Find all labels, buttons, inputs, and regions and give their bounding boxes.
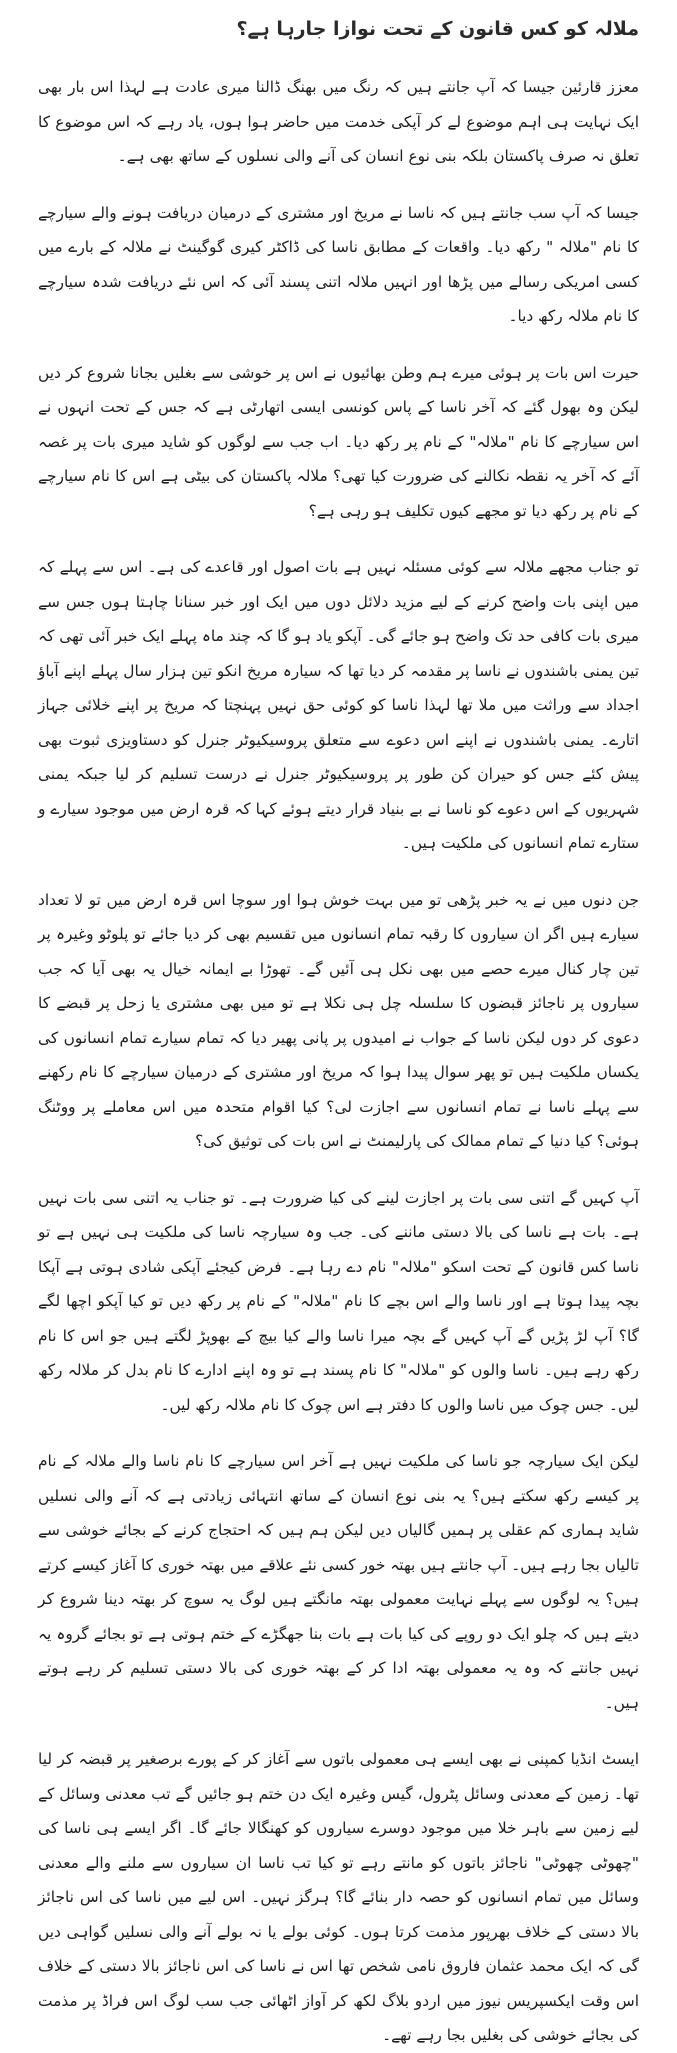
article-paragraph-5: جن دنوں میں نے یہ خبر پڑھی تو میں بہت خوش ہوا اور سوچا اس قرہ ارض میں تو لا تعداد سیارے ہیں اگر ان سیاروں کا رقبہ تمام انسانوں میں تقسیم بھی کر دیا جائے تو پلوٹو وغیرہ پر تین چار کنال میرے حصے میں بھی نکل ہی آئیں گے۔ تھوڑا بے ایمانہ خیال یہ بھی آیا کہ جب سیاروں پر ناجائز قبضوں کا سلسلہ چل ہی نکلا ہے تو میں بھی مشتری یا زحل پر قبضے کا دعوی کر دوں لیکن ناسا کے جواب نے امیدوں پر پانی پھیر دیا کہ تمام سیارے تمام انسانوں کی یکساں ملکیت ہیں تو پھر سوال پیدا ہوا کہ مریخ اور مشتری کے درمیان سیارچے کا نام رکھنے سے پہلے ناسا نے تمام انسانوں سے اجازت لی؟ کیا اقوام متحدہ میں اس معاملے پر ووٹنگ ہوئی؟ کیا دنیا کے تمام ممالک کی پارلیمنٹ نے اس بات کی توثیق کی؟ bbox=[38, 890, 639, 1150]
article-paragraph-8: ایسٹ انڈیا کمپنی نے بھی ایسے ہی معمولی باتوں سے آغاز کر کے پورے برصغیر پر قبضہ کر لیا تھا۔ زمین کے معدنی وسائل پٹرول، گیس وغیرہ ایک دن ختم ہو جائیں گے تب معدنی وسائل کے لیے زمین سے باہر خلا میں موجود دوسرے سیاروں کو کھنگالا جائے گا۔ اگر ایسے ہی ناسا کی "چھوٹی چھوٹی" ناجائز باتوں کو مانتے رہے تو کیا تب ناسا ان سیاروں سے ملنے والے معدنی وسائل میں تمام انسانوں کو حصہ دار بنائے گا؟ ہرگز نہیں۔ اس لیے میں ناسا کی اس ناجائز بالا دستی کے خلاف بھرپور مذمت کرتا ہوں۔ کوئی بولے یا نہ بولے آنے والی نسلیں گواہی دیں گی کہ ایک محمد عثمان فاروق نامی شخص تھا اس نے ناسا کی اس ناجائز بالا دستی کے خلاف اس وقت ایکسپریس نیوز میں اردو بلاگ لکھ کر آواز اٹھائی جب سب لوگ اس فراڈ پر مذمت کی بجائے خوشی کی بغلیں بجا رہے تھے۔ bbox=[38, 1750, 639, 2044]
article-paragraph-7: لیکن ایک سیارچہ جو ناسا کی ملکیت نہیں ہے آخر اس سیارچے کا نام ناسا والے ملالہ کے نام پر کیسے رکھ سکتے ہیں؟ یہ بنی نوع انسان کے ساتھ انتہائی زیادتی ہے کہ آنے والی نسلیں شاید ہماری کم عقلی پر ہمیں گالیاں دیں لیکن ہم ہیں کہ احتجاج کرنے کے بجائے خوشی سے تالیاں بجا رہے ہیں۔ آپ جانتے ہیں بھتہ خور کسی نئے علاقے میں بھتہ خوری کا آغاز کیسے کرتے ہیں؟ یہ لوگوں سے پہلے نہایت معمولی بھتہ مانگتے ہیں لوگ یہ سوچ کر بھتہ دینا شروع کر دیتے ہیں کہ چلو ایک دو روپے کی کیا بات ہے بات بنا جھگڑے کے ختم ہوتی ہے تو بجائے گروہ یہ نہیں جانتے کہ وہ یہ معمولی بھتہ ادا کر کے بھتہ خوری کی بالا دستی تسلیم کر رہے ہوتے ہیں۔ bbox=[38, 1452, 639, 1712]
article-paragraph-6: آپ کہیں گے اتنی سی بات پر اجازت لینے کی کیا ضرورت ہے۔ تو جناب یہ اتنی سی بات نہیں ہے۔ بات ہے ناسا کی بالا دستی ماننے کی۔ جب وہ سیارچہ ناسا کی ملکیت ہی نہیں ہے تو ناسا کس قانون کے تحت اسکو "ملالہ" نام دے رہا ہے۔ فرض کیجئے آپکی شادی ہوتی ہے آپکا بچہ پیدا ہوتا ہے اور ناسا والے اس بچے کا نام "ملالہ" کے نام پر رکھ دیں تو کیا آپکو اچھا لگے گا؟ آپ لڑ پڑیں گے آپ کہیں گے بچہ میرا ناسا والے کیا بیچ کے بھوپڑ لگتے ہیں جو اس کا نام رکھ رہے ہیں۔ ناسا والوں کو "ملالہ" کا نام پسند ہے تو وہ اپنے ادارے کا نام بدل کر ملالہ رکھ لیں۔ جس چوک میں ناسا والوں کا دفتر ہے اس چوک کا نام ملالہ رکھ لیں۔ bbox=[38, 1188, 639, 1414]
article-paragraph-1: معزز قارئین جیسا کہ آپ جانتے ہیں کہ رنگ میں بھنگ ڈالنا میری عادت ہے لہذا اس بار بھی ایک نہایت ہی اہم موضوع لے کر آپکی خدمت میں حاضر ہوا ہوں، یاد رہے کہ اس موضوع کا تعلق نہ صرف پاکستان بلکہ بنی نوع انسان کی آنے والی نسلوں کے ساتھ بھی ہے۔ bbox=[38, 78, 639, 165]
article-paragraph-4: تو جناب مجھے ملالہ سے کوئی مسئلہ نہیں ہے بات اصول اور قاعدے کی ہے۔ اس سے پہلے کہ میں اپنی بات واضح کرنے کے لیے مزید دلائل دوں میں ایک اور خبر سنانا چاہتا ہوں جس سے میری بات کافی حد تک واضح ہو جائے گی۔ آپکو یاد ہو گا کہ چند ماہ پہلے ایک خبر آئی تھی کہ تین یمنی باشندوں نے ناسا پر مقدمہ کر دیا تھا کہ سیارہ مریخ انکو تین ہزار سال پہلے اپنے آباؤ اجداد سے وراثت میں ملا تھا لہذا ناسا کو کوئی حق نہیں پہنچتا کہ مریخ پر اپنے خلائی جہاز اتارے۔ یمنی باشندوں نے اپنے اس دعوے سے متعلق پروسیکیوٹر جنرل کو دستاویزی ثبوت بھی پیش کئے جس کو حیران کن طور پر پروسیکیوٹر جنرل نے درست تسلیم کر لیا جبکہ یمنی شہریوں کے اس دعوے کو ناسا نے بے بنیاد قرار دیتے ہوئے کہا کہ قرہ ارض میں موجود سیارے و ستارے تمام انسانوں کی ملکیت ہیں۔ bbox=[38, 558, 639, 852]
article-title: ملالہ کو کس قانون کے تحت نوازا جارہا ہے؟ bbox=[236, 18, 639, 40]
article-paragraph-3: حیرت اس بات پر ہوئی میرے ہم وطن بھائیوں نے اس پر خوشی سے بغلیں بجانا شروع کر دیں لیکن وہ بھول گئے کہ آخر ناسا کے پاس کونسی ایسی اتھارٹی ہے کہ جس کے تحت انہوں نے اس سیارچے کا نام "ملالہ" کے نام پر رکھ دیا۔ اب جب سے لوگوں کو شاید میری بات پر غصہ آئے کہ آخر یہ نقطہ نکالنے کی ضرورت کیا تھی؟ ملالہ پاکستان کی بیٹی ہے اس کا نام سیارچے کے نام پر رکھ دیا تو مجھے کیوں تکلیف ہو رہی ہے؟ bbox=[38, 363, 639, 520]
article-paragraph-2: جیسا کہ آپ سب جانتے ہیں کہ ناسا نے مریخ اور مشتری کے درمیان دریافت ہونے والے سیارچے کا نام "ملالہ " رکھ دیا۔ واقعات کے مطابق ناسا کی ڈاکٹر کیری گوگینٹ نے ملالہ کے بارے میں کسی امریکی رسالے میں پڑھا اور انہیں ملالہ اتنی پسند آئی کہ اس نئے دریافت شدہ سیارچے کا نام ملالہ رکھ دیا۔ bbox=[38, 203, 639, 325]
